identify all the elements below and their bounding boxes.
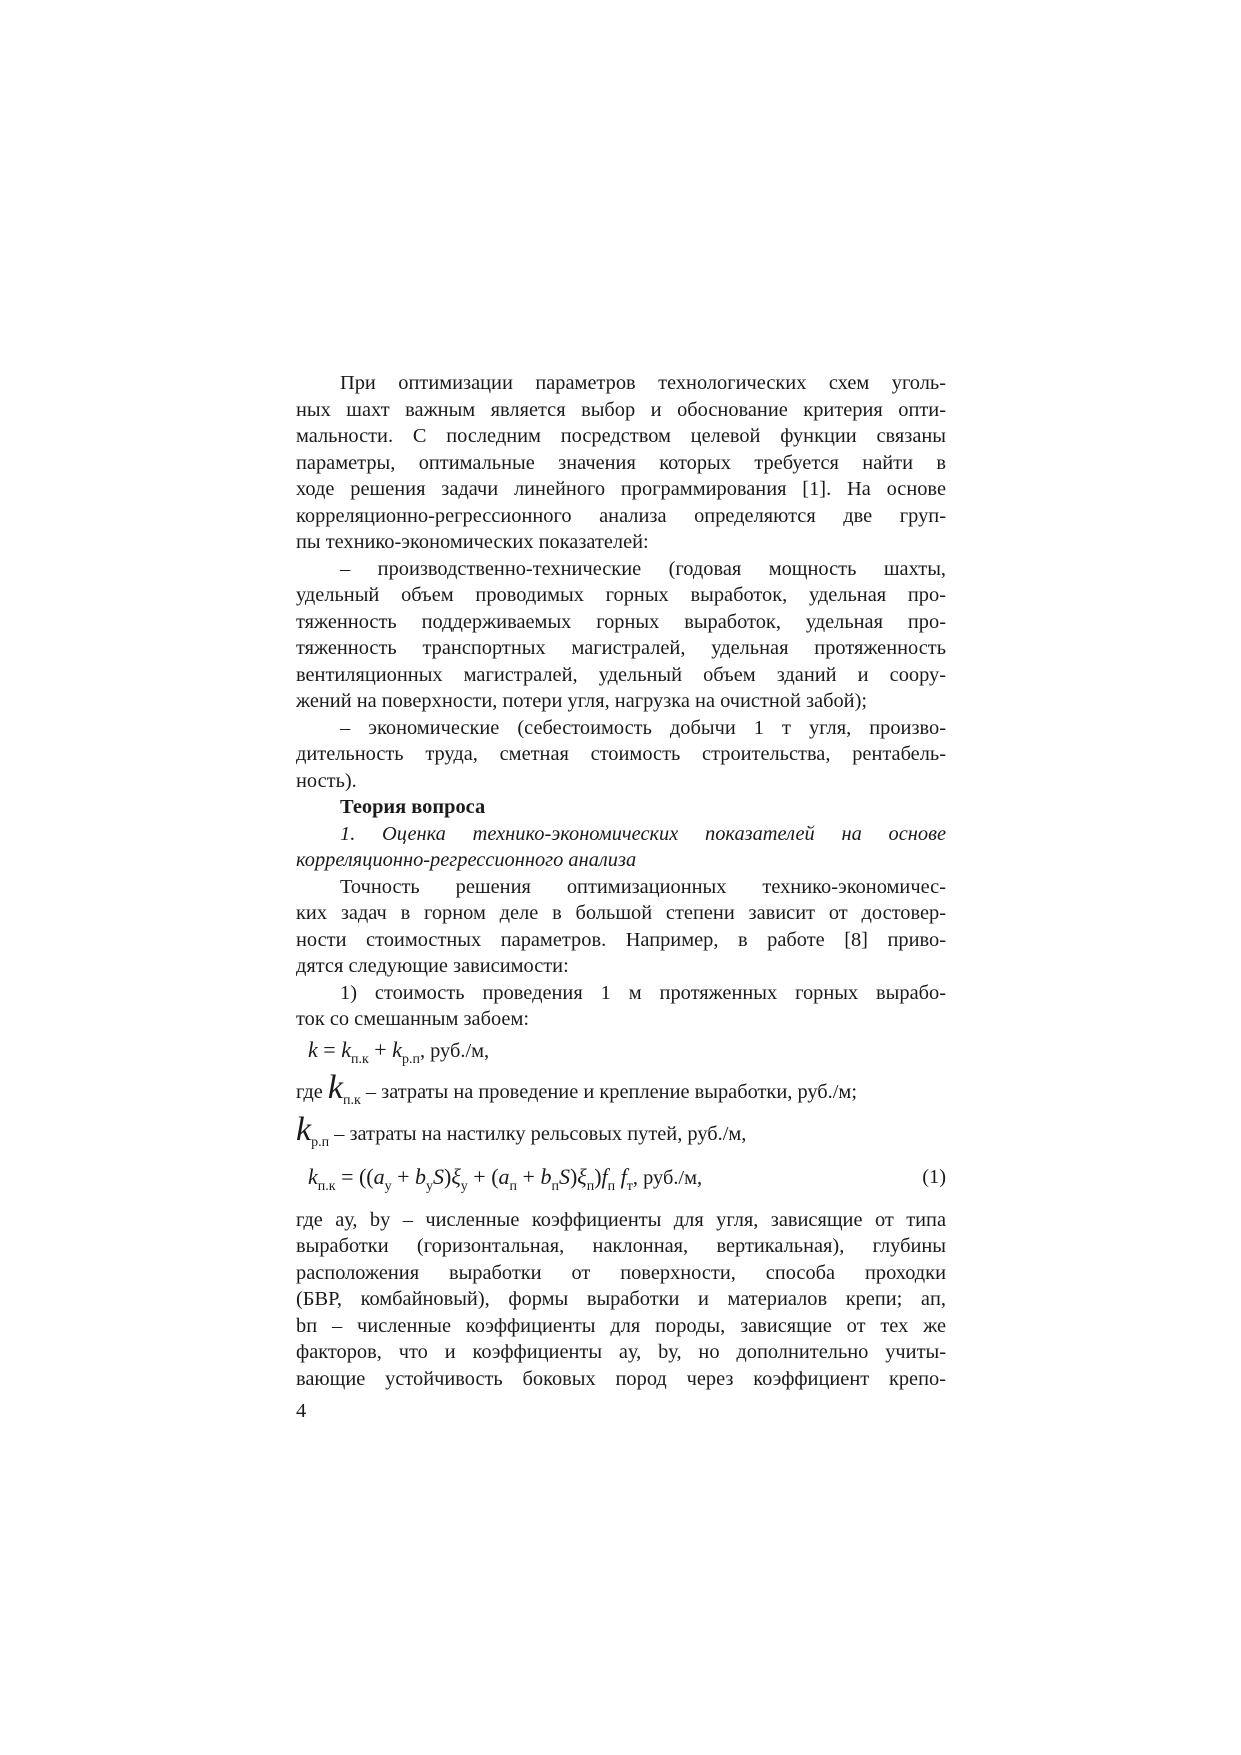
definition-kpk (296, 1068, 946, 1113)
formula-op: = (317, 1036, 342, 1062)
text-line: Точность решения оптимизационных технико-экономичес- (340, 875, 946, 898)
text-line: – производственно-технические (годовая мощность шахты, (340, 557, 946, 580)
formula-subscript: п (586, 1178, 595, 1194)
where-prefix: где (296, 1080, 328, 1103)
list-item-economic (296, 715, 946, 795)
definition-krp (296, 1110, 946, 1155)
text-line: ходе решения задачи линейного программирования [1]. На основе (296, 478, 946, 500)
definition-text: – затраты на проведение и крепление выработки, руб./м; (360, 1080, 857, 1103)
formula-var: k (341, 1036, 351, 1062)
formula-subscript: п (509, 1178, 518, 1194)
formula-var: ξ (577, 1163, 587, 1189)
formula-var: a (373, 1163, 385, 1189)
text-line: дятся следующие зависимости: (296, 955, 569, 977)
formula-var: k (296, 1110, 312, 1148)
formula-unit: , руб./м, (632, 1166, 703, 1189)
formula-var: k (327, 1068, 343, 1106)
formula-op: ) (594, 1163, 602, 1189)
formula-subscript: у (384, 1178, 392, 1194)
numbered-item-1 (296, 980, 946, 1033)
equation-number: (1) (922, 1165, 946, 1188)
formula-var: f (601, 1163, 608, 1189)
text-line: мальности. С последним посредством целевой функции связаны (296, 425, 946, 447)
text-line: вающие устойчивость боковых пород через коэффициент крепо- (296, 1367, 946, 1390)
formula-op: + (391, 1163, 416, 1189)
accuracy-paragraph (296, 874, 946, 980)
formula-subscript: р.п (401, 1051, 420, 1067)
formula-total-cost (296, 1033, 946, 1067)
text-line: вентиляционных магистралей, удельный объем зданий и соору- (296, 663, 946, 686)
text-line: корреляционно-регрессионного анализа определяются две груп- (296, 504, 946, 527)
formula-op: = (( (335, 1163, 374, 1189)
text-line: тяженность поддерживаемых горных выработок, удельная про- (296, 610, 946, 633)
formula-subscript: п.к (350, 1051, 369, 1067)
text-line: жений на поверхности, потери угля, нагрузка на очистной забой); (296, 690, 868, 712)
coefficients-paragraph (296, 1207, 946, 1393)
formula-subscript: у (460, 1178, 468, 1194)
section-heading: Теория вопроса (340, 796, 486, 818)
formula-var: S (558, 1163, 570, 1189)
text-line: тяженность транспортных магистралей, удельная протяженность (296, 637, 946, 659)
formula-op: ) (569, 1163, 578, 1189)
text-line: факторов, что и коэффициенты aу, bу, но дополнительно учиты- (296, 1341, 946, 1363)
formula-var: k (308, 1163, 318, 1189)
formula-var: k (308, 1036, 318, 1062)
text-line: ных шахт важным является выбор и обоснование критерия опти- (296, 398, 946, 421)
formula-op: + ( (467, 1163, 499, 1189)
text-line: ность). (296, 769, 357, 792)
formula-op: + (517, 1163, 541, 1189)
formula-subscript: п.к (342, 1092, 361, 1108)
formula-1 (296, 1155, 946, 1199)
text-line: пы технико-экономических показателей: (296, 531, 649, 553)
text-line: удельный объем проводимых горных выработок, удельная про- (296, 584, 946, 606)
formula-unit: , руб./м, (419, 1039, 490, 1062)
list-item-production (296, 556, 946, 715)
formula-var: a (498, 1163, 510, 1189)
formula-op: + (368, 1036, 393, 1062)
text-line: корреляционно-регрессионного анализа (296, 849, 637, 871)
text-line: выработки (горизонтальная, наклонная, вертикальная), глубины (296, 1235, 946, 1257)
formula-var: ξ (451, 1163, 461, 1189)
formula-var: b (540, 1163, 552, 1189)
text-line: ких задач в горном деле в большой степени зависит от достовер- (296, 902, 946, 924)
text-line: – экономические (себестоимость добычи 1 т угля, произво- (340, 716, 946, 739)
intro-paragraph (296, 370, 946, 556)
formula-op: ) (444, 1163, 452, 1189)
text-line: При оптимизации параметров технологических схем уголь- (340, 372, 946, 394)
text-line: (БВР, комбайновый), формы выработки и материалов крепи; aп, (296, 1288, 946, 1310)
formula-var: S (433, 1163, 445, 1189)
text-line: ток со смешанным забоем: (296, 1008, 530, 1030)
formula-subscript: р.п (311, 1134, 330, 1150)
text-line: bп – численные коэффициенты для породы, зависящие от тех же (296, 1314, 946, 1337)
definition-text: – затраты на настилку рельсовых путей, руб./м, (329, 1122, 747, 1145)
formula-subscript: п.к (317, 1178, 336, 1194)
text-line: где aу, bу – численные коэффициенты для угля, зависящие от типа (296, 1208, 946, 1231)
formula-subscript: п (607, 1178, 616, 1194)
text-line: параметры, оптимальные значения которых требуется найти в (296, 451, 946, 474)
section-subheading (296, 821, 946, 874)
page-body (296, 370, 946, 1392)
text-line: ности стоимостных параметров. Например, в работе [8] приво- (296, 928, 946, 951)
formula-subscript: п (551, 1178, 559, 1194)
formula-var: b (415, 1163, 427, 1189)
formula-subscript: у (426, 1178, 434, 1194)
text-line: 1. Оценка технико-экономических показателей на основе (340, 822, 946, 845)
text-line: расположения выработки от поверхности, способа проходки (296, 1261, 946, 1284)
text-line: дительность труда, сметная стоимость строительства, рентабель- (296, 743, 946, 765)
page-number: 4 (296, 1400, 307, 1422)
formula-subscript: т (626, 1178, 633, 1194)
text-line: 1) стоимость проведения 1 м протяженных горных вырабо- (340, 981, 946, 1004)
formula-var: f (615, 1163, 627, 1189)
formula-var: k (392, 1036, 402, 1062)
